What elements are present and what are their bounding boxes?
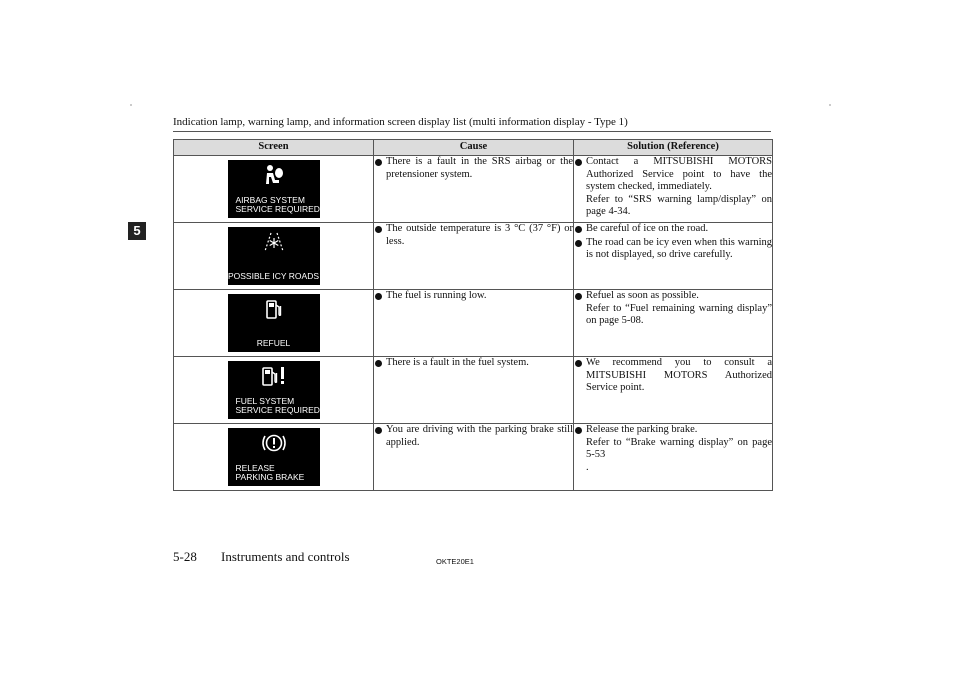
screen-message: REFUEL <box>256 338 291 348</box>
solution-cell <box>574 156 773 223</box>
screen-cell <box>174 290 374 357</box>
display-screen-parking-brake <box>228 428 320 486</box>
screen-cell <box>174 357 374 424</box>
table-header-row <box>174 140 773 156</box>
screen-cell <box>174 223 374 290</box>
page-footer <box>173 549 350 565</box>
bullet-item: Contact a MITSUBISHI MOTORS Authorized Service point to have the system checked, immediately. Refer to “SRS warning lamp/display” on page 4-34. <box>574 156 772 219</box>
table-row <box>174 223 773 290</box>
bullet-item: Release the parking brake. Refer to “Brake warning display” on page 5-53 . <box>574 424 772 474</box>
table-row <box>174 357 773 424</box>
brake-warning-icon <box>228 432 320 454</box>
airbag-person-icon <box>228 164 320 186</box>
screen-message: AIRBAG SYSTEM SERVICE REQUIRED <box>235 195 320 214</box>
screen-cell <box>174 156 374 223</box>
crop-mark <box>829 104 831 106</box>
column-header-solution: Solution (Reference) <box>574 140 773 156</box>
solution-cell <box>574 357 773 424</box>
table-row <box>174 424 773 491</box>
header-rule <box>173 131 771 132</box>
chapter-tab: 5 <box>128 222 146 240</box>
solution-cell <box>574 424 773 491</box>
table-row <box>174 290 773 357</box>
screen-message: RELEASE PARKING BRAKE <box>235 463 305 482</box>
page-header-title: Indication lamp, warning lamp, and information screen display list (multi information display - Type 1) <box>173 116 628 128</box>
solution-cell <box>574 223 773 290</box>
bullet-item: We recommend you to consult a MITSUBISHI MOTORS Authorized Service point. <box>574 357 772 395</box>
screen-message: POSSIBLE ICY ROADS <box>227 271 319 281</box>
bullet-item: The outside temperature is 3 °C (37 °F) or less. <box>374 223 573 248</box>
cause-cell <box>374 357 574 424</box>
cause-cell <box>374 290 574 357</box>
bullet-item: The fuel is running low. <box>374 290 573 303</box>
cause-cell <box>374 223 574 290</box>
document-code: OKTE20E1 <box>436 557 474 566</box>
fuel-pump-exclamation-icon <box>228 365 320 387</box>
fuel-pump-icon <box>228 298 320 320</box>
bullet-item: Be careful of ice on the road. <box>574 223 772 236</box>
bullet-item: There is a fault in the fuel system. <box>374 357 573 370</box>
cause-cell <box>374 424 574 491</box>
screen-message: FUEL SYSTEM SERVICE REQUIRED <box>235 396 320 415</box>
table-row <box>174 156 773 223</box>
display-screen-airbag <box>228 160 320 218</box>
display-screen-icy-roads <box>228 227 320 285</box>
cause-cell <box>374 156 574 223</box>
screen-cell <box>174 424 374 491</box>
column-header-screen: Screen <box>174 140 374 156</box>
bullet-item: There is a fault in the SRS airbag or the pretensioner system. <box>374 156 573 181</box>
display-screen-refuel <box>228 294 320 352</box>
display-list-table <box>173 139 773 491</box>
bullet-item: Refuel as soon as possible. Refer to “Fuel remaining warning display” on page 5-08. <box>574 290 772 328</box>
icy-road-icon <box>228 231 320 253</box>
section-name: Instruments and controls <box>221 549 350 564</box>
solution-cell <box>574 290 773 357</box>
page-number: 5-28 <box>173 549 197 564</box>
bullet-item: The road can be icy even when this warning is not displayed, so drive carefully. <box>574 237 772 262</box>
column-header-cause: Cause <box>374 140 574 156</box>
bullet-item: You are driving with the parking brake still applied. <box>374 424 573 449</box>
crop-mark <box>130 104 132 106</box>
display-screen-fuel-system <box>228 361 320 419</box>
